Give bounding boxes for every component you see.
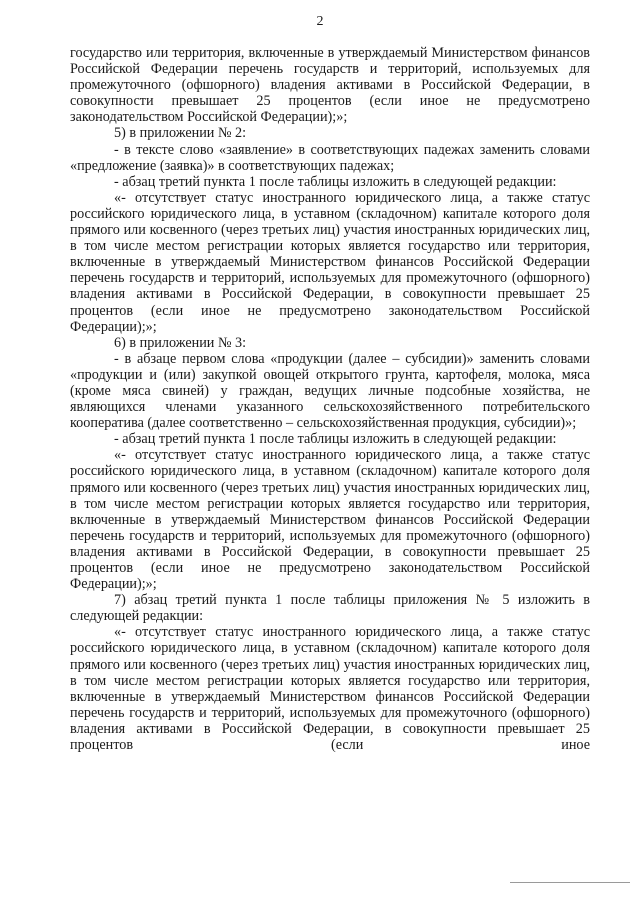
paragraph-quote-3: «- отсутствует статус иностранного юридического лица, а также статус российского юридического лица, в уставном (складочном) капитале которого доля прямого или косвенного (через третьих лиц) участия иностранных юридических лиц, в том числе местом регистрации которых является государство или территория, включенные в утверждаемый Министерством финансов Российской Федерации перечень государств и территорий, используемых для промежуточного (офшорного) владения активами в Российской Федерации, в совокупности превышает 25 процентов (если иное не предусмотрено законодательством Российской Федерации);»; <box>70 447 590 593</box>
paragraph-continuation: государство или территория, включенные в утверждаемый Министерством финансов Российской Федерации перечень государств и территорий, используемых для промежуточного (офшорного) владения активами в Российской Федерации, в совокупности превышает 25 процентов (если иное не предусмотрено законодательством Российской Федерации);»; <box>70 45 590 126</box>
paragraph-abzac-tretiy-3: - абзац третий пункта 1 после таблицы изложить в следующей редакции: <box>114 431 557 448</box>
list-item-7: 7) абзац третий пункта 1 после таблицы приложения № 5 изложить в следующей редакции: <box>70 592 590 625</box>
list-item-6: 6) в приложении № 3: <box>114 334 247 351</box>
list-item-5: 5) в приложении № 2: <box>114 125 247 142</box>
scan-edge-line <box>510 882 630 883</box>
paragraph-abzac-tretiy-2: - абзац третий пункта 1 после таблицы изложить в следующей редакции: <box>114 173 557 190</box>
paragraph-replace-zayavlenie: - в тексте слово «заявление» в соответствующих падежах заменить словами «предложение (заявка)» в соответствующих падежах; <box>70 141 590 174</box>
paragraph-quote-5: «- отсутствует статус иностранного юридического лица, а также статус российского юридического лица, в уставном (складочном) капитале которого доля прямого или косвенного (через третьих лиц) участия иностранных юридических лиц, в том числе местом регистрации которых является государство или территория, включенные в утверждаемый Министерством финансов Российской Федерации перечень государств и территорий, используемых для промежуточного (офшорного) владения активами в Российской Федерации, в совокупности превышает 25 процентов (если иное <box>70 624 590 754</box>
paragraph-quote-2: «- отсутствует статус иностранного юридического лица, а также статус российского юридического лица, в уставном (складочном) капитале которого доля прямого или косвенного (через третьих лиц) участия иностранных юридических лиц, в том числе местом регистрации которых является государство или территория, включенные в утверждаемый Министерством финансов Российской Федерации перечень государств и территорий, используемых для промежуточного (офшорного) владения активами в Российской Федерации, в совокупности превышает 25 процентов (если иное не предусмотрено законодательством Российской Федерации);»; <box>70 189 590 335</box>
page-number: 2 <box>316 14 324 29</box>
document-body <box>70 45 590 753</box>
paragraph-replace-produkcii: - в абзаце первом слова «продукции (далее – субсидии)» заменить словами «продукции и (или) закупкой овощей открытого грунта, картофеля, молока, мяса (кроме мяса свиней) у граждан, ведущих личные подсобные хозяйства, не являющихся членами указанного сельскохозяйственного потребительского кооператива (далее соответственно – сельскохозяйственная продукция, субсидии)»; <box>70 350 590 432</box>
